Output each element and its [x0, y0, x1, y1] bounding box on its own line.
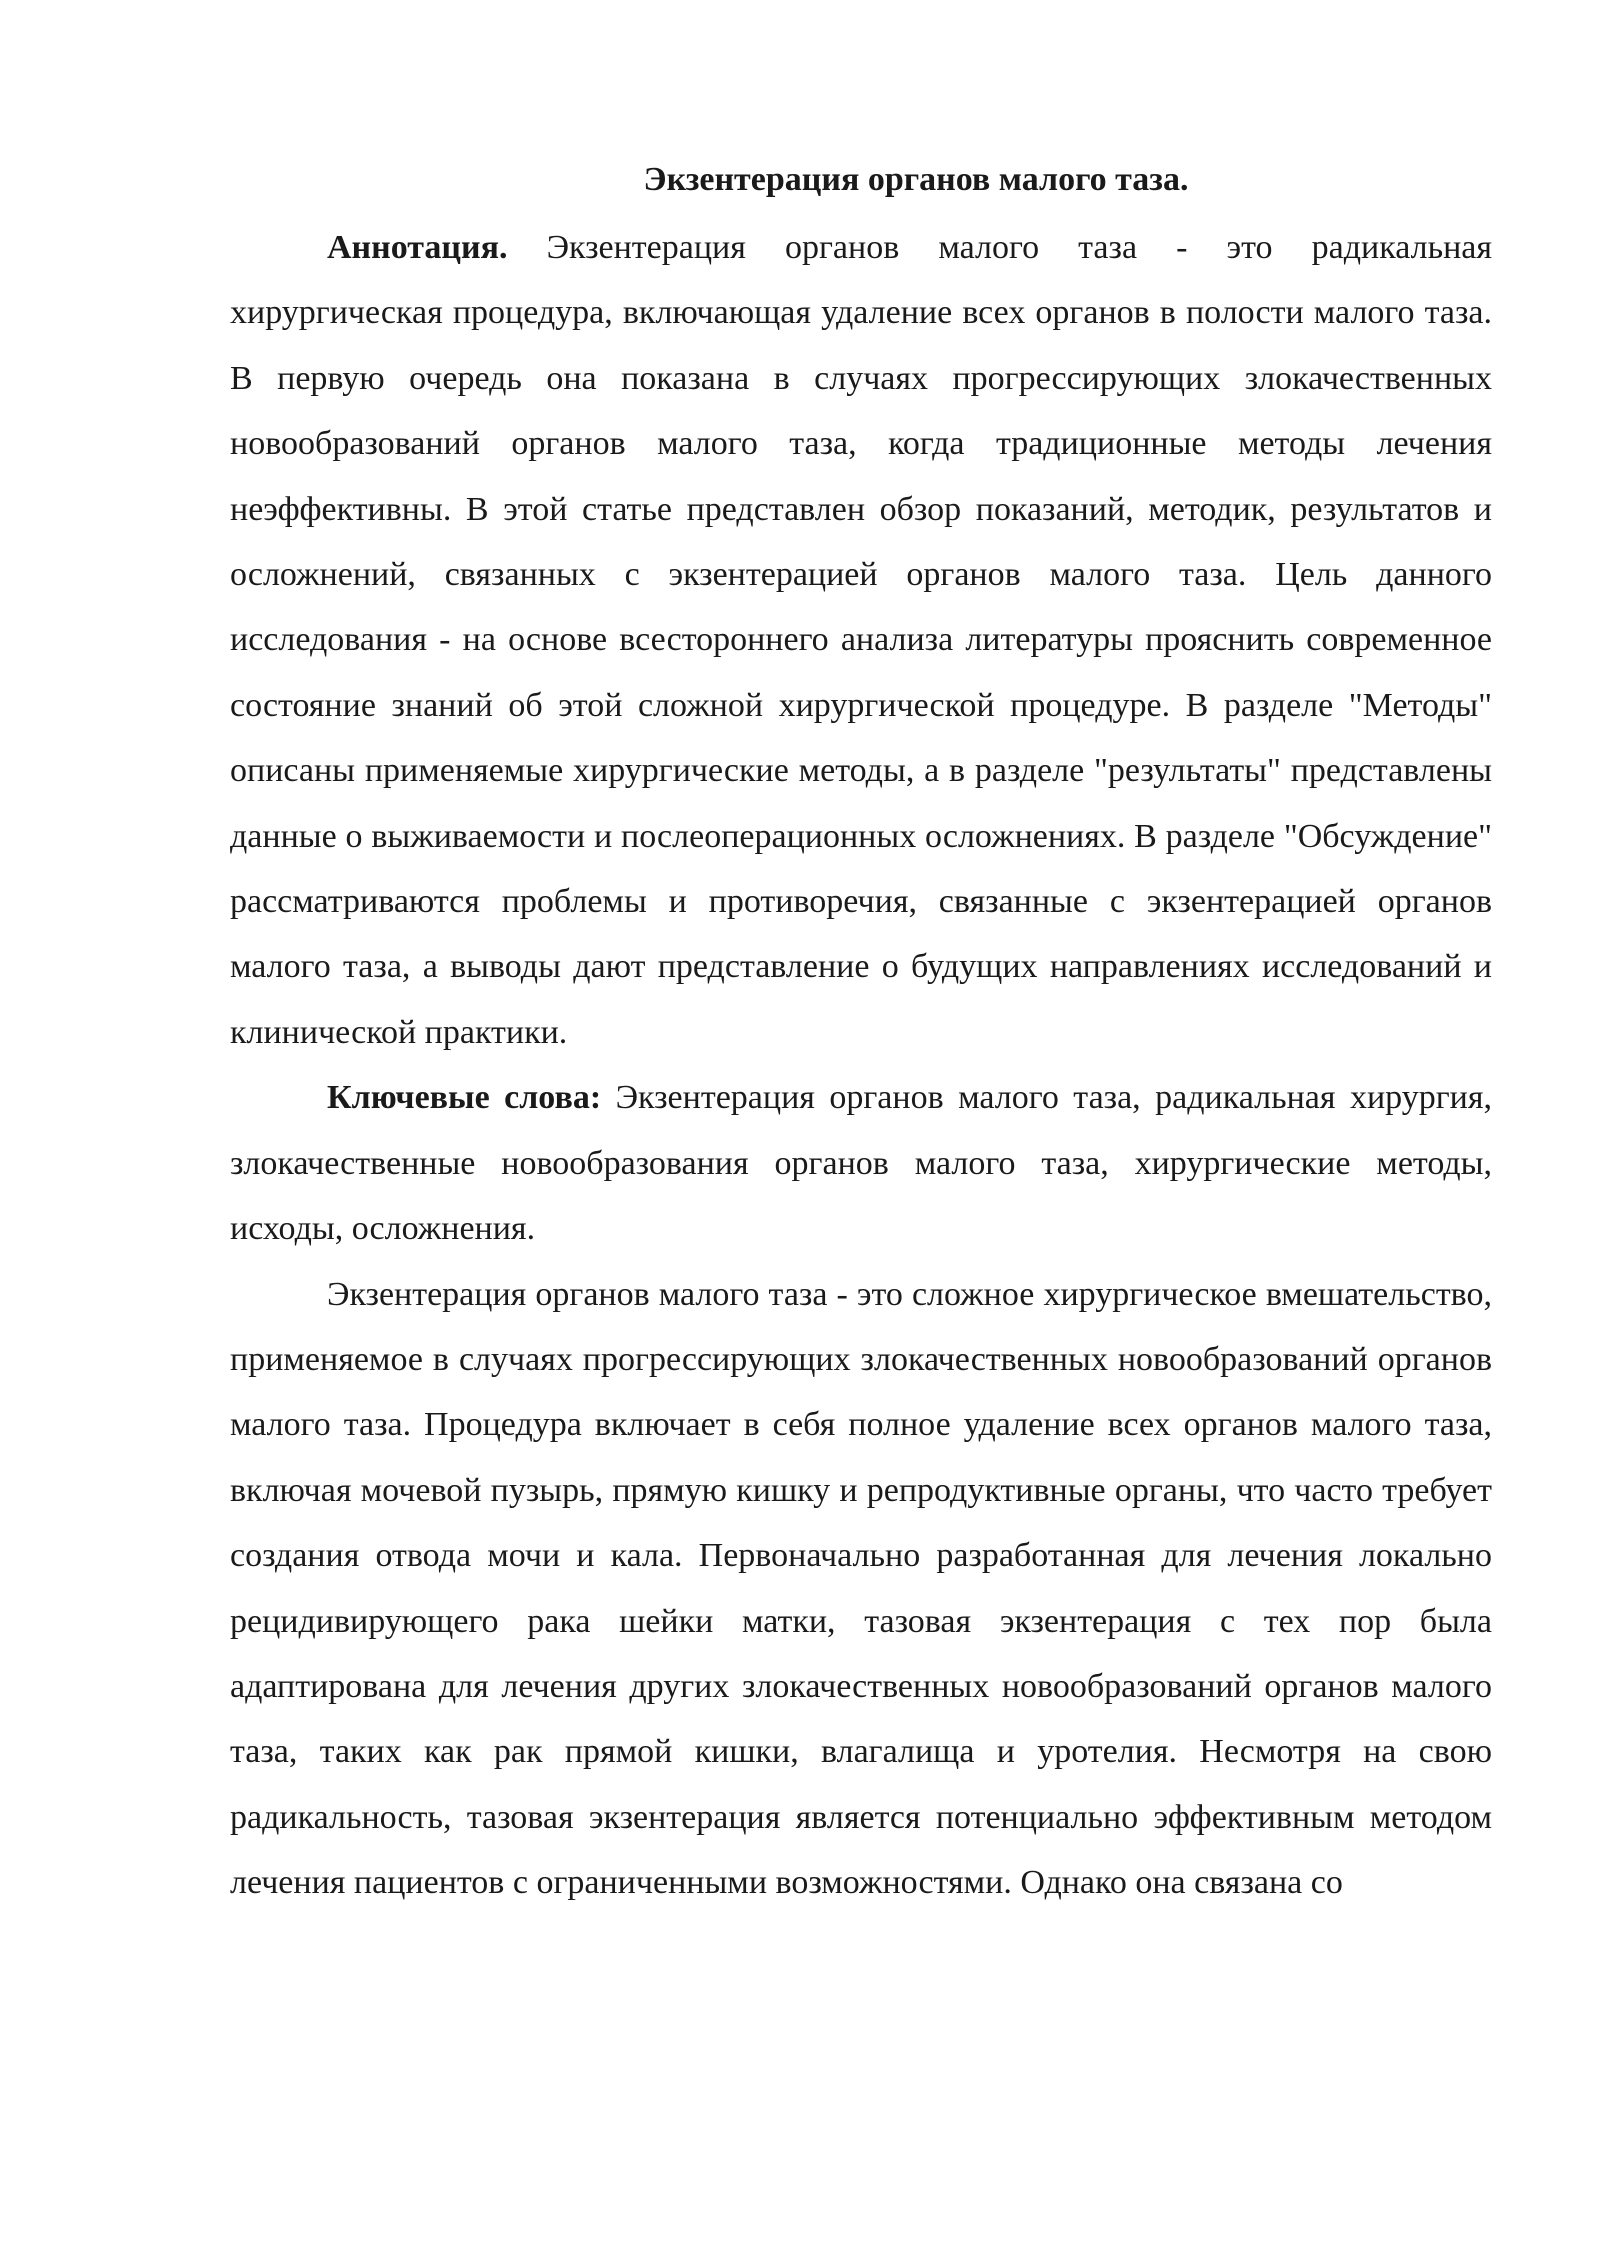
keywords-label: Ключевые слова: — [327, 1079, 602, 1117]
document-page — [230, 150, 1492, 1916]
keywords-paragraph — [230, 1065, 1492, 1261]
intro-paragraph: Экзентерация органов малого таза - это сложное хирургическое вмешательство, применяемое в случаях прогрессирующих злокачественных новообразований органов малого таза. Процедура включает в себя полное удаление всех органов малого таза, включая мочевой пузырь, прямую кишку и репродуктивные органы, что часто требует создания отвода мочи и кала. Первоначально разработанная для лечения локально рецидивирующего рака шейки матки, тазовая экзентерация с тех пор была адаптирована для лечения других злокачественных новообразований органов малого таза, таких как рак прямой кишки, влагалища и уротелия. Несмотря на свою радикальность, тазовая экзентерация является потенциально эффективным методом лечения пациентов с ограниченными возможностями. Однако она связана со — [230, 1275, 1492, 1902]
abstract-label: Аннотация. — [327, 229, 508, 266]
abstract-text: Экзентерация органов малого таза - это радикальная хирургическая процедура, включающая удаление всех органов в полости малого таза. В первую очередь она показана в случаях прогрессирующих злокачественных новообразований органов малого таза, когда традиционные методы лечения неэффективны. В этой статье представлен обзор показаний, методик, результатов и осложнений, связанных с экзентерацией органов малого таза. Цель данного исследования - на основе всестороннего анализа литературы прояснить современное состояние знаний об этой сложной хирургической процедуре. В разделе "Методы" описаны применяемые хирургические методы, а в разделе "результаты" представлены данные о выживаемости и послеоперационных осложнениях. В разделе "Обсуждение" рассматриваются проблемы и противоречия, связанные с экзентерацией органов малого таза, а выводы дают представление о будущих направлениях исследований и клинической практики. — [230, 229, 1492, 1051]
keywords-text: Экзентерация органов малого таза, радикальная хирургия, злокачественные новообразования органов малого таза, хирургические методы, исходы, осложнения. — [230, 1079, 1492, 1248]
abstract-paragraph — [230, 215, 1492, 1065]
document-title: Экзентерация органов малого таза. — [643, 161, 1189, 198]
